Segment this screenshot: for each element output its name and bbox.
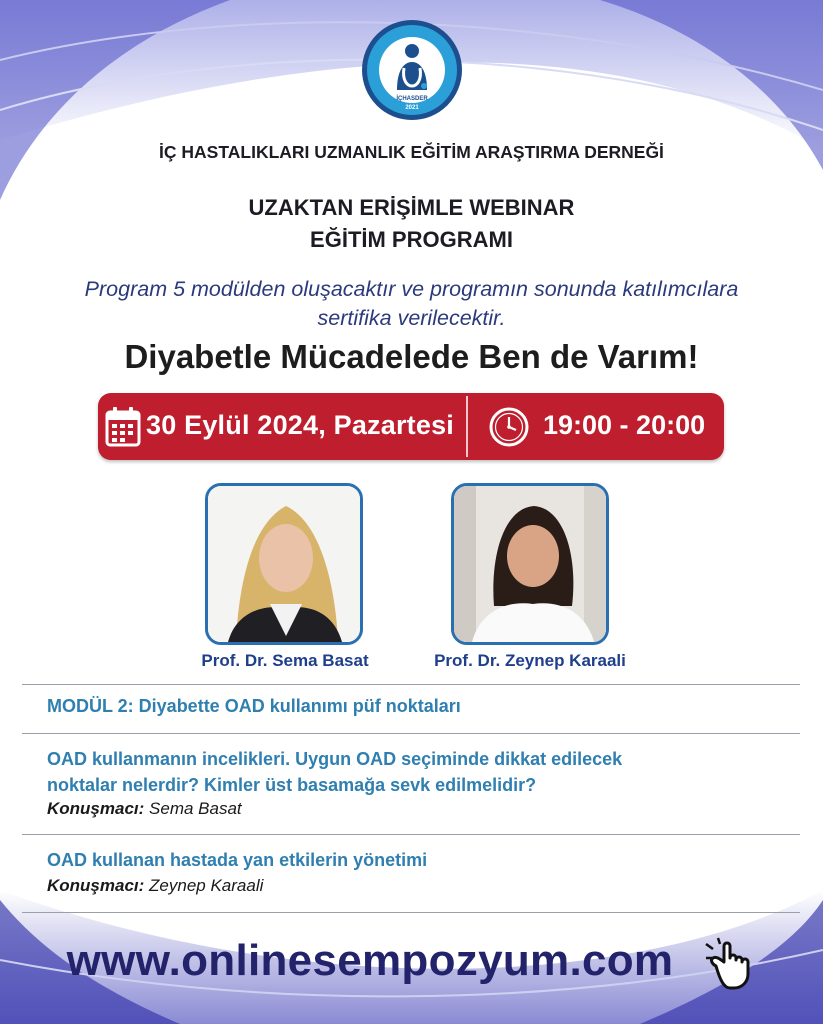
svg-text:İÇHASDER: İÇHASDER — [396, 96, 428, 102]
event-headline: Diyabetle Mücadelede Ben de Varım! — [124, 338, 699, 375]
event-time: 19:00 - 20:00 — [543, 410, 706, 440]
divider — [22, 834, 800, 835]
topic-title: OAD kullanan hastada yan etkilerin yönetimi — [47, 850, 428, 870]
program-description-line2: sertifika verilecektir. — [317, 306, 506, 330]
topic-speaker — [47, 876, 263, 896]
divider — [22, 684, 800, 685]
calendar-icon — [104, 404, 142, 448]
topic-title-line2: noktalar nelerdir? Kimler üst basamağa sevk edilmelidir? — [47, 775, 537, 795]
speaker-value: Sema Basat — [149, 799, 242, 818]
schedule-bar — [98, 393, 724, 460]
speaker-value: Zeynep Karaali — [149, 876, 264, 895]
topic-speaker — [47, 799, 242, 819]
speaker-name: Prof. Dr. Sema Basat — [201, 651, 369, 670]
program-description — [30, 275, 793, 333]
topic-title-line1: OAD kullanmanın incelikleri. Uygun OAD seçiminde dikkat edilecek — [47, 749, 623, 769]
speaker-portrait — [454, 486, 606, 642]
program-description-line1: Program 5 modülden oluşacaktır ve programın sonunda katılımcılara — [84, 277, 739, 301]
website-link[interactable]: www.onlinesempozyum.com — [66, 936, 674, 985]
program-title-line2: EĞİTİM PROGRAMI — [310, 227, 513, 252]
topic-title — [47, 746, 767, 798]
ichasder-logo-icon — [360, 18, 464, 122]
module-title: MODÜL 2: Diyabette OAD kullanımı püf noktaları — [47, 696, 461, 716]
divider — [22, 733, 800, 734]
organization-logo — [360, 18, 464, 122]
speaker-label: Konuşmacı: — [47, 876, 145, 895]
speaker-label: Konuşmacı: — [47, 799, 145, 818]
svg-text:2021: 2021 — [405, 105, 419, 111]
speaker-photo-sema-basat — [205, 483, 363, 645]
program-title-line1: UZAKTAN ERİŞİMLE WEBINAR — [248, 195, 575, 220]
divider — [22, 912, 800, 913]
speaker-photo-zeynep-karaali — [451, 483, 609, 645]
speaker-name: Prof. Dr. Zeynep Karaali — [434, 651, 626, 670]
schedule-divider — [466, 396, 468, 457]
program-title — [0, 192, 823, 256]
speaker-portrait — [208, 486, 360, 642]
pointing-hand-icon — [704, 936, 764, 992]
clock-icon — [488, 406, 530, 448]
event-date: 30 Eylül 2024, Pazartesi — [146, 410, 454, 440]
organization-name: İÇ HASTALIKLARI UZMANLIK EĞİTİM ARAŞTIRMA DERNEĞİ — [159, 142, 664, 162]
